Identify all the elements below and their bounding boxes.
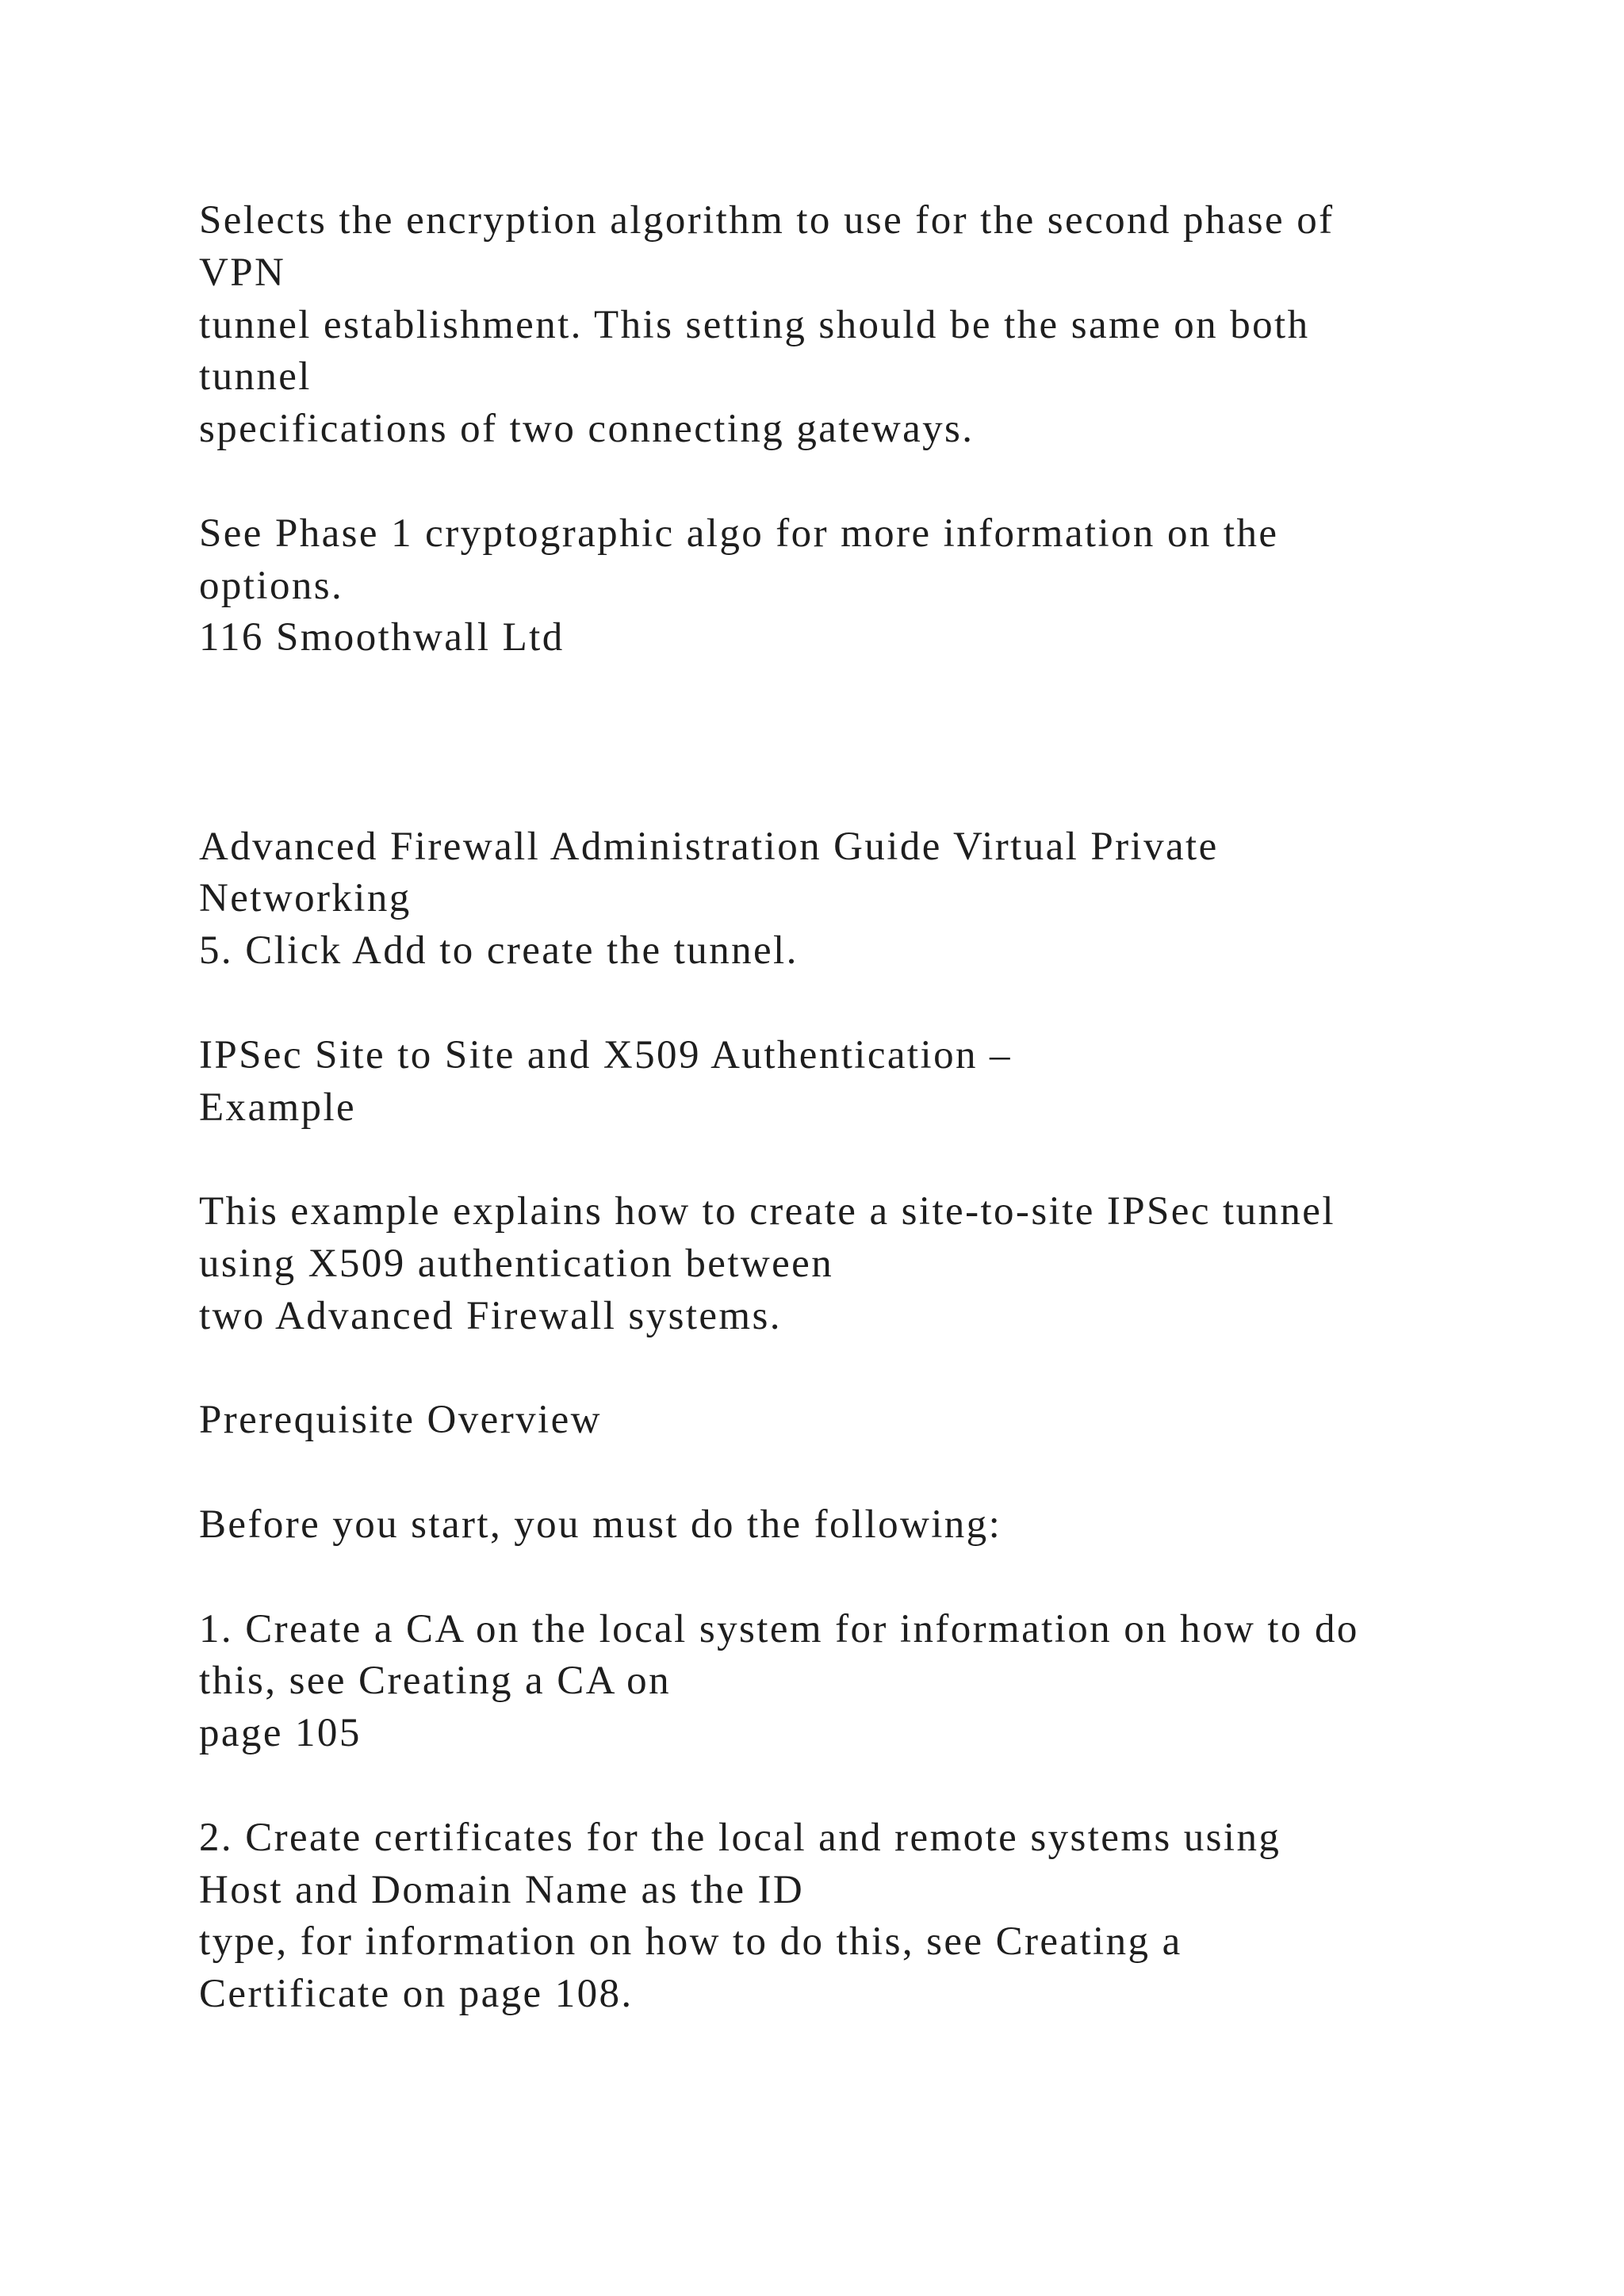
text-line: Networking (199, 876, 412, 921)
text-line: tunnel establishment. This setting should be the same on both (199, 302, 1310, 347)
text-line: 2. Create certificates for the local and remote systems using (199, 1815, 1281, 1860)
text-line: this, see Creating a CA on (199, 1659, 671, 1704)
blank-line (199, 1134, 1507, 1186)
text-line: Advanced Firewall Administration Guide Virtual Private (199, 824, 1219, 869)
text-line: Before you start, you must do the following: (199, 1502, 1002, 1547)
text-line: Prerequisite Overview (199, 1398, 602, 1443)
blank-line (199, 456, 1507, 508)
blank-line (199, 717, 1507, 769)
text-line: specifications of two connecting gateways. (199, 407, 975, 452)
text-line: type, for information on how to do this, see Creating a (199, 1919, 1182, 1965)
text-line: using X509 authentication between (199, 1241, 834, 1286)
text-line: 1. Create a CA on the local system for information on how to do (199, 1606, 1359, 1651)
blank-line (199, 1760, 1507, 1812)
text-line: Selects the encryption algorithm to use for the second phase of (199, 198, 1335, 243)
blank-line (199, 1447, 1507, 1499)
text-line: page 105 (199, 1711, 362, 1756)
blank-line (199, 1552, 1507, 1604)
text-line: options. (199, 563, 344, 608)
blank-line (199, 1343, 1507, 1395)
text-line: This example explains how to create a site-to-site IPSec tunnel (199, 1189, 1335, 1234)
text-line: See Phase 1 cryptographic algo for more information on the (199, 511, 1279, 556)
text-line: 5. Click Add to create the tunnel. (199, 928, 799, 974)
text-line: IPSec Site to Site and X509 Authentication – (199, 1032, 1012, 1077)
text-line: 116 Smoothwall Ltd (199, 615, 565, 660)
text-line: Certificate on page 108. (199, 1972, 634, 2017)
text-line: VPN (199, 250, 286, 295)
blank-line (199, 978, 1507, 1030)
text-line: Host and Domain Name as the ID (199, 1867, 805, 1912)
text-line: Example (199, 1085, 357, 1130)
blank-line (199, 664, 1507, 717)
document-body (199, 195, 1507, 2021)
text-line: two Advanced Firewall systems. (199, 1293, 782, 1338)
text-line: tunnel (199, 354, 312, 400)
blank-line (199, 769, 1507, 821)
